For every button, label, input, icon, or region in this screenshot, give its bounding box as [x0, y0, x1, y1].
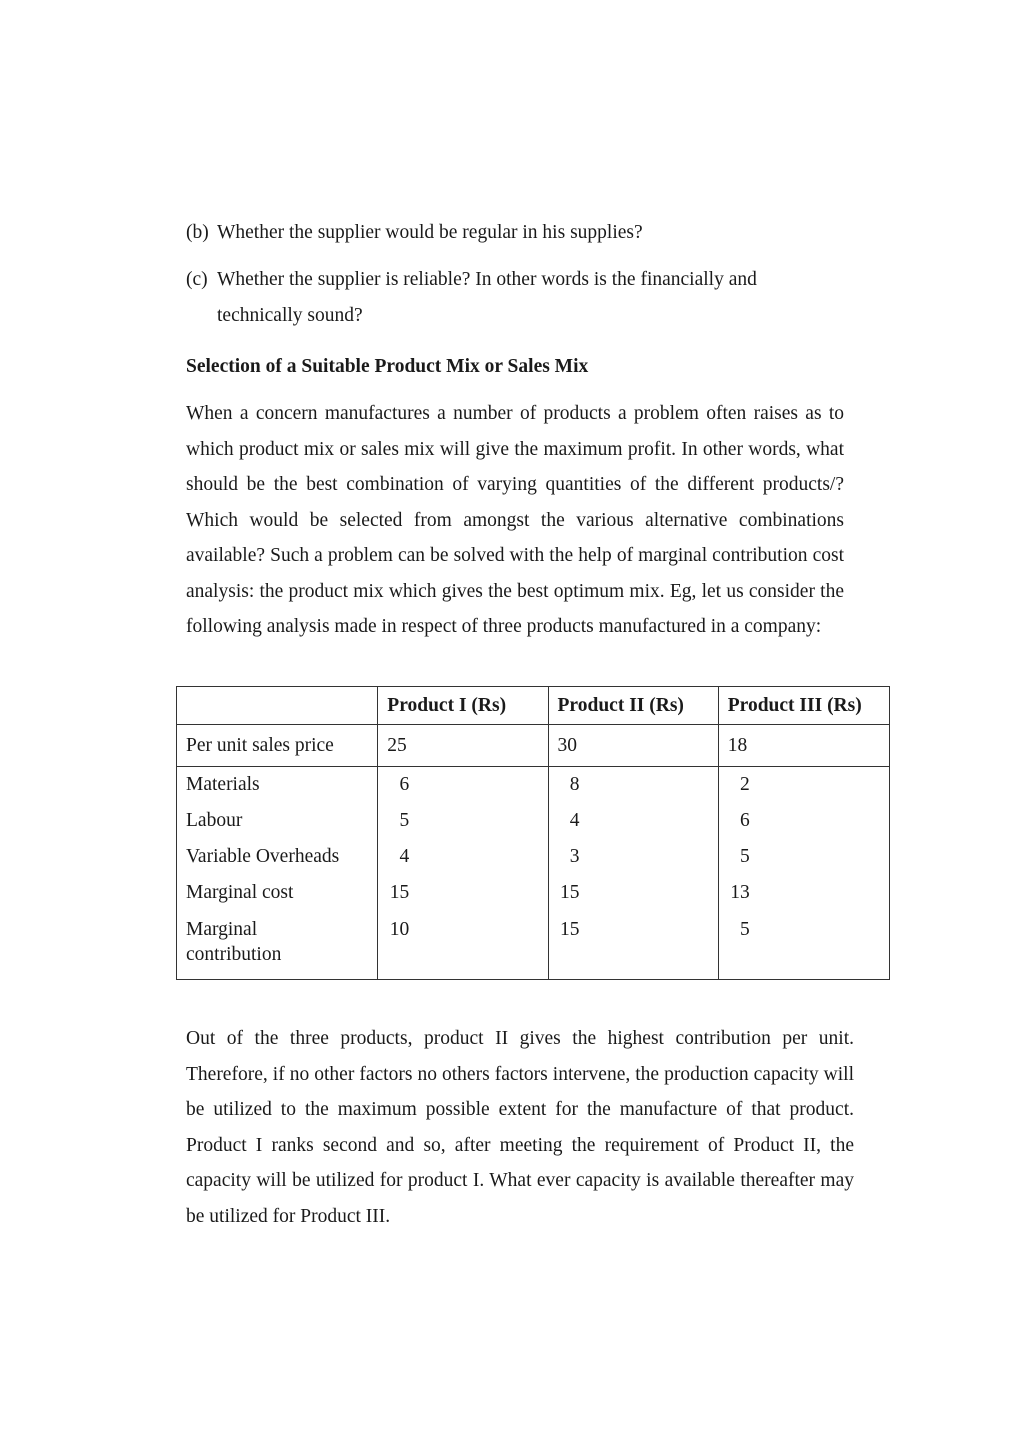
table-row-sales-price — [177, 725, 890, 767]
list-item-c — [186, 262, 846, 334]
table-header-product-1: Product I (Rs) — [378, 687, 548, 725]
list-item-text-line2: technically sound? — [217, 305, 363, 326]
cell-value: 6 — [740, 810, 750, 831]
row-label: Labour — [177, 803, 378, 839]
product-cost-table — [176, 686, 890, 980]
conclusion-paragraph: Out of the three products, product II gives the highest contribution per unit. Therefore, if no other factors no others factors intervene, the production capacity will be utilized to the maximum possible extent for the manufacture of that product. Product I ranks second and so, after meeting the requirement of Product II, the capacity will be utilized for product I. What ever capacity is available thereafter may be utilized for Product III. — [186, 1028, 854, 1227]
cell-value: 25 — [378, 725, 548, 767]
list-item-b — [186, 215, 846, 251]
row-label: Marginal cost — [177, 875, 378, 911]
cell-value: 5 — [740, 846, 750, 867]
row-label-line1: Marginal — [186, 919, 258, 940]
cell-value: 10 — [389, 919, 410, 940]
section-heading: Selection of a Suitable Product Mix or Sales Mix — [186, 356, 589, 377]
cell-value: 4 — [569, 810, 580, 831]
cell-value: 5 — [399, 810, 410, 831]
table-header-row — [177, 687, 890, 725]
cell-value: 15 — [389, 882, 410, 903]
row-label: Materials — [177, 767, 378, 804]
table-row-marginal-contribution — [177, 911, 890, 980]
cell-value: 4 — [399, 846, 410, 867]
table-header-product-3: Product III (Rs) — [718, 687, 889, 725]
row-label — [177, 911, 378, 980]
table-row-variable-overheads — [177, 839, 890, 875]
cell-value: 18 — [718, 725, 889, 767]
list-marker: (b) — [186, 222, 209, 243]
list-marker: (c) — [186, 269, 208, 290]
cell-value: 6 — [399, 774, 410, 795]
list-item-text: Whether the supplier would be regular in his supplies? — [217, 222, 643, 243]
cell-value: 15 — [560, 919, 580, 940]
table-row-materials — [177, 767, 890, 804]
cell-value: 5 — [740, 919, 750, 940]
row-label: Per unit sales price — [177, 725, 378, 767]
cell-value: 3 — [569, 846, 580, 867]
cell-value: 2 — [740, 774, 750, 795]
table-header-product-2: Product II (Rs) — [548, 687, 718, 725]
cell-value: 30 — [548, 725, 718, 767]
intro-paragraph: When a concern manufactures a number of products a problem often raises as to which product mix or sales mix will give the maximum profit. In other words, what should be the best combination of varying quantities of the different products/? Which would be selected from amongst the various alternative combinations available? Such a problem can be solved with the help of marginal contribution cost analysis: the product mix which gives the best optimum mix. Eg, let us consider the following analysis made in respect of three products manufactured in a company: — [186, 403, 844, 637]
table-row-marginal-cost — [177, 875, 890, 911]
cell-value: 15 — [560, 882, 580, 903]
row-label-line2: contribution — [186, 944, 282, 965]
cell-value: 13 — [730, 882, 750, 903]
list-item-text-line1: Whether the supplier is reliable? In other words is the financially and — [217, 269, 757, 290]
table-header-empty — [177, 687, 378, 725]
cell-value: 8 — [569, 774, 580, 795]
table-row-labour — [177, 803, 890, 839]
row-label: Variable Overheads — [177, 839, 378, 875]
